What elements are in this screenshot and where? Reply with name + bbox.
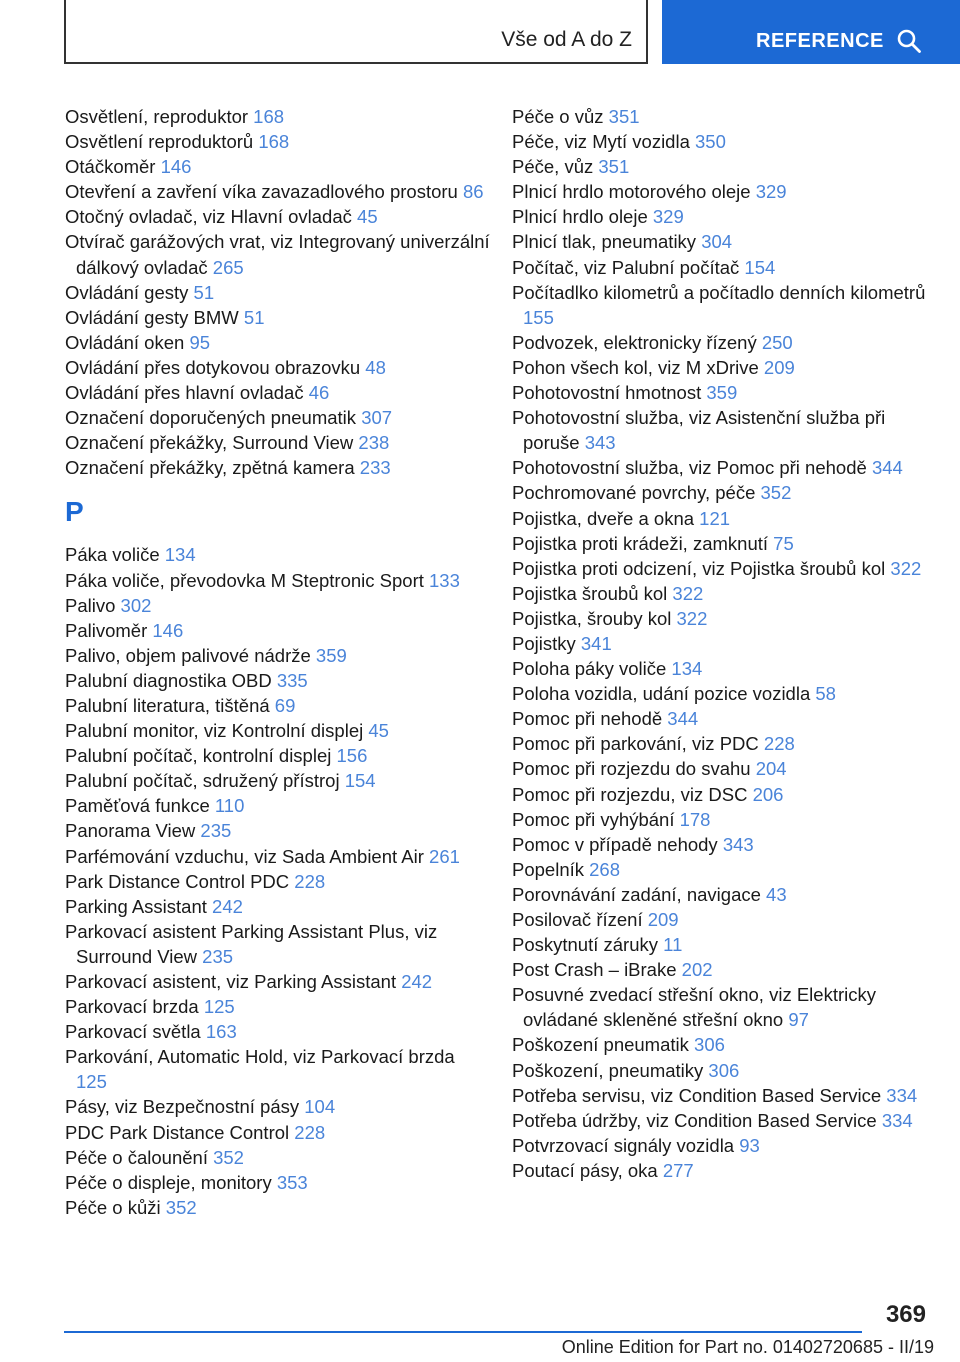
index-entry: [512, 104, 942, 129]
index-entry: [65, 129, 490, 154]
index-page-link[interactable]: 250: [761, 331, 793, 353]
index-entry-text: Pomoc při vyhýbání: [512, 808, 675, 830]
index-entry: [65, 330, 490, 355]
index-entry-text: Potřeba údržby, viz Condition Based Service: [512, 1109, 877, 1131]
index-column-right: [512, 104, 942, 1183]
index-entry-text: Otvírač garážových vrat, viz Integrovaný univerzální dálkový ovladač: [65, 231, 490, 278]
index-page-link[interactable]: 334: [881, 1109, 913, 1131]
index-entry: [65, 718, 490, 743]
index-page-link[interactable]: 45: [368, 720, 389, 742]
footer-edition-text: Online Edition for Part no. 01402720685 - II/19: [561, 1337, 934, 1357]
index-entry: [512, 1108, 942, 1133]
index-page-link[interactable]: 168: [258, 131, 290, 153]
index-list-p: [65, 542, 490, 1220]
index-entry-text: Pomoc při rozjezdu, viz DSC: [512, 783, 748, 805]
index-page-link[interactable]: 277: [662, 1159, 694, 1181]
index-entry: [65, 844, 490, 869]
index-page-link[interactable]: 352: [165, 1196, 197, 1218]
index-entry-text: Počítadlko kilometrů a počítadlo denních kilometrů: [512, 281, 926, 303]
header-section-box: [64, 0, 648, 64]
index-page-link[interactable]: 134: [164, 544, 196, 566]
index-entry: [65, 405, 490, 430]
index-entry-text: Parkovací světla: [65, 1021, 201, 1043]
index-entry: [65, 104, 490, 129]
index-entry: [512, 405, 942, 455]
index-page-link[interactable]: 343: [722, 833, 754, 855]
index-entry: [512, 882, 942, 907]
index-entry: [65, 1019, 490, 1044]
index-entry-text: Pohon všech kol, viz M xDrive: [512, 356, 759, 378]
index-entry-text: Označení překážky, Surround View: [65, 432, 354, 454]
index-entry-text: Označení doporučených pneumatik: [65, 407, 357, 429]
index-entry-text: Osvětlení, reproduktor: [65, 106, 249, 127]
index-page-link[interactable]: 359: [315, 644, 347, 666]
index-page-link[interactable]: 304: [701, 231, 733, 253]
index-page-link[interactable]: 104: [304, 1096, 336, 1118]
index-page-link[interactable]: 306: [694, 1034, 725, 1056]
index-entry: [512, 1133, 942, 1158]
index-entry: [65, 305, 490, 330]
index-page-link[interactable]: 233: [359, 457, 391, 479]
index-page-link[interactable]: 51: [243, 306, 265, 328]
index-page-link[interactable]: 242: [212, 895, 243, 917]
index-list-o: [65, 104, 490, 480]
index-entry: [65, 1145, 490, 1170]
index-page-link[interactable]: 344: [871, 457, 903, 479]
index-entry-text: Post Crash – iBrake: [512, 959, 677, 981]
index-entry-text: Osvětlení reproduktorů: [65, 131, 254, 153]
index-page-link[interactable]: 329: [652, 206, 684, 228]
index-entry: [512, 455, 942, 480]
index-entry-text: Pochromované povrchy, péče: [512, 482, 756, 504]
index-page-link[interactable]: 322: [676, 607, 708, 629]
index-entry: [512, 280, 942, 330]
index-page-link[interactable]: 302: [120, 594, 152, 616]
index-entry-text: Palivo, objem palivové nádrže: [65, 644, 311, 666]
index-entry: [512, 1058, 942, 1083]
index-entry-text: Pohotovostní služba, viz Asistenční služba při poruše: [512, 407, 886, 454]
index-entry: [65, 568, 490, 593]
index-entry: [512, 480, 942, 505]
index-page-link[interactable]: 154: [744, 256, 776, 278]
index-entry: [65, 179, 490, 204]
index-entry-text: Posuvné zvedací střešní okno, viz Elektricky ovládané skleněné střešní okno: [512, 984, 876, 1031]
index-entry-text: Palubní monitor, viz Kontrolní displej: [65, 720, 364, 742]
index-entry-text: Pojistka šroubů kol: [512, 582, 668, 604]
index-page-link[interactable]: 306: [708, 1059, 740, 1081]
index-page-link[interactable]: 154: [344, 770, 376, 792]
index-list-p-continued: [512, 104, 942, 1183]
index-entry: [512, 129, 942, 154]
index-page-link[interactable]: 45: [357, 206, 378, 228]
index-entry: [65, 768, 490, 793]
index-page-link[interactable]: 168: [253, 106, 285, 127]
index-entry: [65, 1094, 490, 1119]
index-entry: [512, 782, 942, 807]
index-entry-text: Pásy, viz Bezpečnostní pásy: [65, 1096, 300, 1118]
index-page-link[interactable]: 322: [672, 582, 704, 604]
index-page-link[interactable]: 228: [294, 1121, 326, 1143]
index-page-link[interactable]: 86: [462, 181, 484, 203]
index-page-link[interactable]: 146: [160, 156, 192, 178]
index-entry: [512, 832, 942, 857]
index-entry: [65, 455, 490, 480]
index-entry-text: Ovládání oken: [65, 331, 185, 353]
index-entry-text: Poutací pásy, oka: [512, 1159, 658, 1181]
index-entry-text: Pojistka proti odcizení, viz Pojistka šroubů kol: [512, 557, 886, 579]
index-page-link[interactable]: 46: [308, 382, 330, 404]
index-page-link[interactable]: 353: [276, 1171, 308, 1193]
index-entry: [65, 542, 490, 567]
index-entry: [512, 255, 942, 280]
index-entry: [65, 618, 490, 643]
index-entry-text: Poskytnutí záruky: [512, 934, 659, 956]
index-page-link[interactable]: 48: [365, 356, 386, 378]
index-entry-text: Parkování, Automatic Hold, viz Parkovací brzda: [65, 1046, 455, 1068]
index-entry-text: Popelník: [512, 858, 584, 880]
index-page-link[interactable]: 344: [667, 708, 699, 730]
section-title: Vše od A do Z: [501, 28, 632, 51]
index-page-link[interactable]: 206: [752, 783, 784, 805]
index-entry: [512, 982, 942, 1032]
index-entry-text: Pomoc při nehodě: [512, 708, 663, 730]
index-entry-text: Pohotovostní služba, viz Pomoc při nehodě: [512, 457, 867, 479]
index-page-link[interactable]: 265: [212, 256, 244, 278]
index-entry: [512, 1032, 942, 1057]
index-entry-text: Poškození, pneumatiky: [512, 1059, 704, 1081]
index-page-link[interactable]: 341: [580, 632, 612, 654]
index-entry: [512, 631, 942, 656]
index-page-link[interactable]: 75: [773, 532, 794, 554]
index-page-link[interactable]: 228: [763, 733, 795, 755]
index-entry-text: Poloha páky voliče: [512, 658, 667, 680]
index-page-link[interactable]: 133: [429, 569, 460, 591]
index-entry-text: Parkovací brzda: [65, 996, 199, 1018]
index-entry-text: Palivoměr: [65, 619, 148, 641]
index-entry-text: Panorama View: [65, 820, 196, 842]
index-page-link[interactable]: 58: [815, 683, 836, 705]
index-entry: [65, 204, 490, 229]
index-page-link[interactable]: 343: [584, 432, 616, 454]
index-entry: [512, 380, 942, 405]
index-entry: [65, 154, 490, 179]
index-entry-text: Označení překážky, zpětná kamera: [65, 457, 355, 479]
index-entry: [65, 818, 490, 843]
page-number: 369: [885, 1301, 926, 1328]
index-page-link[interactable]: 202: [681, 959, 713, 981]
reference-tab[interactable]: [662, 0, 960, 64]
index-page-link[interactable]: 334: [886, 1084, 918, 1106]
index-entry: [512, 857, 942, 882]
index-page-link[interactable]: 235: [200, 820, 232, 842]
index-page-link[interactable]: 351: [608, 106, 640, 127]
index-entry: [512, 606, 942, 631]
index-entry-text: Pojistka, šrouby kol: [512, 607, 672, 629]
index-entry: [65, 969, 490, 994]
index-entry: [512, 957, 942, 982]
index-entry-text: Pomoc při rozjezdu do svahu: [512, 758, 751, 780]
index-entry-text: Plnicí tlak, pneumatiky: [512, 231, 697, 253]
index-entry-text: Posilovač řízení: [512, 909, 643, 930]
index-entry-text: Pomoc při parkování, viz PDC: [512, 733, 759, 755]
index-page-link[interactable]: 95: [189, 331, 211, 353]
index-entry: [512, 154, 942, 179]
footer-divider: [64, 1331, 862, 1333]
index-entry: [512, 1158, 942, 1183]
index-entry-text: Péče o čalounění: [65, 1146, 208, 1168]
index-entry-text: Páka voliče, převodovka M Steptronic Sport: [65, 569, 424, 591]
section-letter-p: P: [65, 496, 84, 528]
index-entry: [65, 793, 490, 818]
index-page-link[interactable]: 155: [523, 306, 554, 328]
index-entry: [65, 1120, 490, 1145]
index-entry: [512, 706, 942, 731]
index-entry: [65, 430, 490, 455]
search-icon[interactable]: [896, 28, 922, 54]
index-entry: [512, 1083, 942, 1108]
index-entry-text: Potvrzovací signály vozidla: [512, 1134, 735, 1156]
index-entry: [512, 330, 942, 355]
index-entry: [65, 1170, 490, 1195]
index-page-link[interactable]: 335: [276, 669, 308, 691]
index-entry-text: Ovládání přes dotykovou obrazovku: [65, 356, 361, 378]
index-page-link[interactable]: 352: [760, 482, 792, 504]
index-entry-text: Podvozek, elektronicky řízený: [512, 331, 757, 353]
index-entry-text: Péče, vůz: [512, 156, 594, 178]
index-entry-text: Otáčkoměr: [65, 156, 156, 178]
index-page-link[interactable]: 146: [152, 619, 184, 641]
index-entry: [65, 643, 490, 668]
index-page-link[interactable]: 242: [401, 971, 433, 992]
index-entry: [512, 731, 942, 756]
index-entry: [512, 355, 942, 380]
index-entry-text: Péče o vůz: [512, 106, 604, 127]
index-entry-text: Pomoc v případě nehody: [512, 833, 718, 855]
index-page-link[interactable]: 121: [699, 507, 731, 529]
index-page-link[interactable]: 69: [274, 694, 296, 716]
index-page-link[interactable]: 156: [336, 745, 368, 767]
index-entry: [65, 1044, 490, 1094]
index-entry: [65, 1195, 490, 1220]
index-page-link[interactable]: 261: [429, 845, 460, 867]
index-page-link[interactable]: 11: [663, 934, 683, 956]
index-page-link[interactable]: 134: [671, 658, 703, 680]
index-page-link[interactable]: 125: [76, 1071, 107, 1093]
index-entry-text: PDC Park Distance Control: [65, 1121, 290, 1143]
index-entry-text: Poškození pneumatik: [512, 1034, 689, 1056]
index-entry-text: Parking Assistant: [65, 895, 207, 917]
index-entry-text: Plnicí hrdlo oleje: [512, 206, 648, 228]
index-entry: [512, 756, 942, 781]
index-page-link[interactable]: 97: [788, 1009, 809, 1031]
index-page-link[interactable]: 178: [679, 808, 711, 830]
index-entry-text: Ovládání gesty BMW: [65, 306, 239, 328]
index-entry-text: Parkovací asistent, viz Parking Assistant: [65, 971, 397, 992]
index-entry-text: Ovládání přes hlavní ovladač: [65, 382, 304, 404]
index-entry-text: Páka voliče: [65, 544, 160, 566]
index-entry: [65, 668, 490, 693]
index-entry-text: Počítač, viz Palubní počítač: [512, 256, 740, 278]
index-page-link[interactable]: 322: [890, 557, 922, 579]
index-entry-text: Péče o kůži: [65, 1196, 161, 1218]
index-page-link[interactable]: 359: [706, 382, 738, 404]
index-page-link[interactable]: 307: [361, 407, 393, 429]
index-entry-text: Poloha vozidla, udání pozice vozidla: [512, 683, 811, 705]
index-entry-text: Palubní počítač, sdružený přístroj: [65, 770, 340, 792]
index-page-link[interactable]: 352: [213, 1146, 244, 1168]
index-entry-text: Ovládání gesty: [65, 281, 189, 303]
index-entry: [65, 994, 490, 1019]
index-page-link[interactable]: 51: [193, 281, 215, 303]
index-entry-text: Potřeba servisu, viz Condition Based Service: [512, 1084, 882, 1106]
index-entry: [65, 593, 490, 618]
index-page-link[interactable]: 163: [205, 1021, 237, 1043]
index-page-link[interactable]: 228: [294, 870, 326, 892]
index-entry-text: Pojistky: [512, 632, 576, 654]
index-page-link[interactable]: 329: [755, 181, 787, 203]
index-entry-text: Palubní počítač, kontrolní displej: [65, 745, 332, 767]
index-entry: [512, 179, 942, 204]
index-entry: [65, 869, 490, 894]
index-entry-text: Porovnávání zadání, navigace: [512, 883, 761, 905]
index-page-link[interactable]: 268: [589, 858, 621, 880]
index-entry-text: Péče o displeje, monitory: [65, 1171, 272, 1193]
index-entry: [512, 932, 942, 957]
index-entry-text: Park Distance Control PDC: [65, 870, 290, 892]
index-entry-text: Pojistka proti krádeži, zamknutí: [512, 532, 769, 554]
index-entry: [65, 280, 490, 305]
index-entry-text: Palivo: [65, 594, 116, 616]
index-column-left: [65, 104, 490, 1220]
index-entry-text: Péče, viz Mytí vozidla: [512, 131, 690, 153]
index-entry: [65, 355, 490, 380]
index-entry-text: Otevření a zavření víka zavazadlového prostoru: [65, 181, 458, 203]
index-page-link[interactable]: 209: [647, 909, 679, 930]
index-entry: [512, 581, 942, 606]
index-entry-text: Plnicí hrdlo motorového oleje: [512, 181, 751, 203]
index-entry: [512, 681, 942, 706]
index-entry: [512, 506, 942, 531]
index-entry: [512, 807, 942, 832]
index-page-link[interactable]: 350: [695, 131, 726, 153]
index-entry-text: Parfémování vzduchu, viz Sada Ambient Air: [65, 845, 424, 867]
index-page-link[interactable]: 110: [214, 795, 245, 817]
index-entry-text: Otočný ovladač, viz Hlavní ovladač: [65, 206, 352, 228]
index-entry: [65, 743, 490, 768]
index-entry: [65, 380, 490, 405]
index-entry: [65, 894, 490, 919]
index-page-link[interactable]: 238: [358, 432, 390, 454]
index-entry: [512, 656, 942, 681]
index-entry-text: Pojistka, dveře a okna: [512, 507, 695, 529]
index-page-link[interactable]: 125: [203, 996, 235, 1018]
index-page-link[interactable]: 209: [763, 356, 795, 378]
index-entry: [65, 229, 490, 279]
index-entry: [512, 229, 942, 254]
index-page-link[interactable]: 93: [739, 1134, 760, 1156]
index-page-link[interactable]: 235: [202, 945, 234, 967]
index-entry: [512, 204, 942, 229]
reference-tab-label: REFERENCE: [756, 30, 884, 52]
index-page-link[interactable]: 351: [598, 156, 630, 178]
index-entry-text: Parkovací asistent Parking Assistant Plus, viz Surround View: [65, 920, 438, 967]
index-entry-text: Palubní literatura, tištěná: [65, 694, 270, 716]
index-entry-text: Paměťová funkce: [65, 795, 210, 817]
index-entry: [512, 556, 942, 581]
index-entry-text: Pohotovostní hmotnost: [512, 382, 702, 404]
index-entry: [65, 919, 490, 969]
index-entry: [65, 693, 490, 718]
index-entry: [512, 531, 942, 556]
index-entry-text: Palubní diagnostika OBD: [65, 669, 272, 691]
index-entry: [512, 907, 942, 932]
index-page-link[interactable]: 43: [766, 883, 787, 905]
index-page-link[interactable]: 204: [755, 758, 787, 780]
